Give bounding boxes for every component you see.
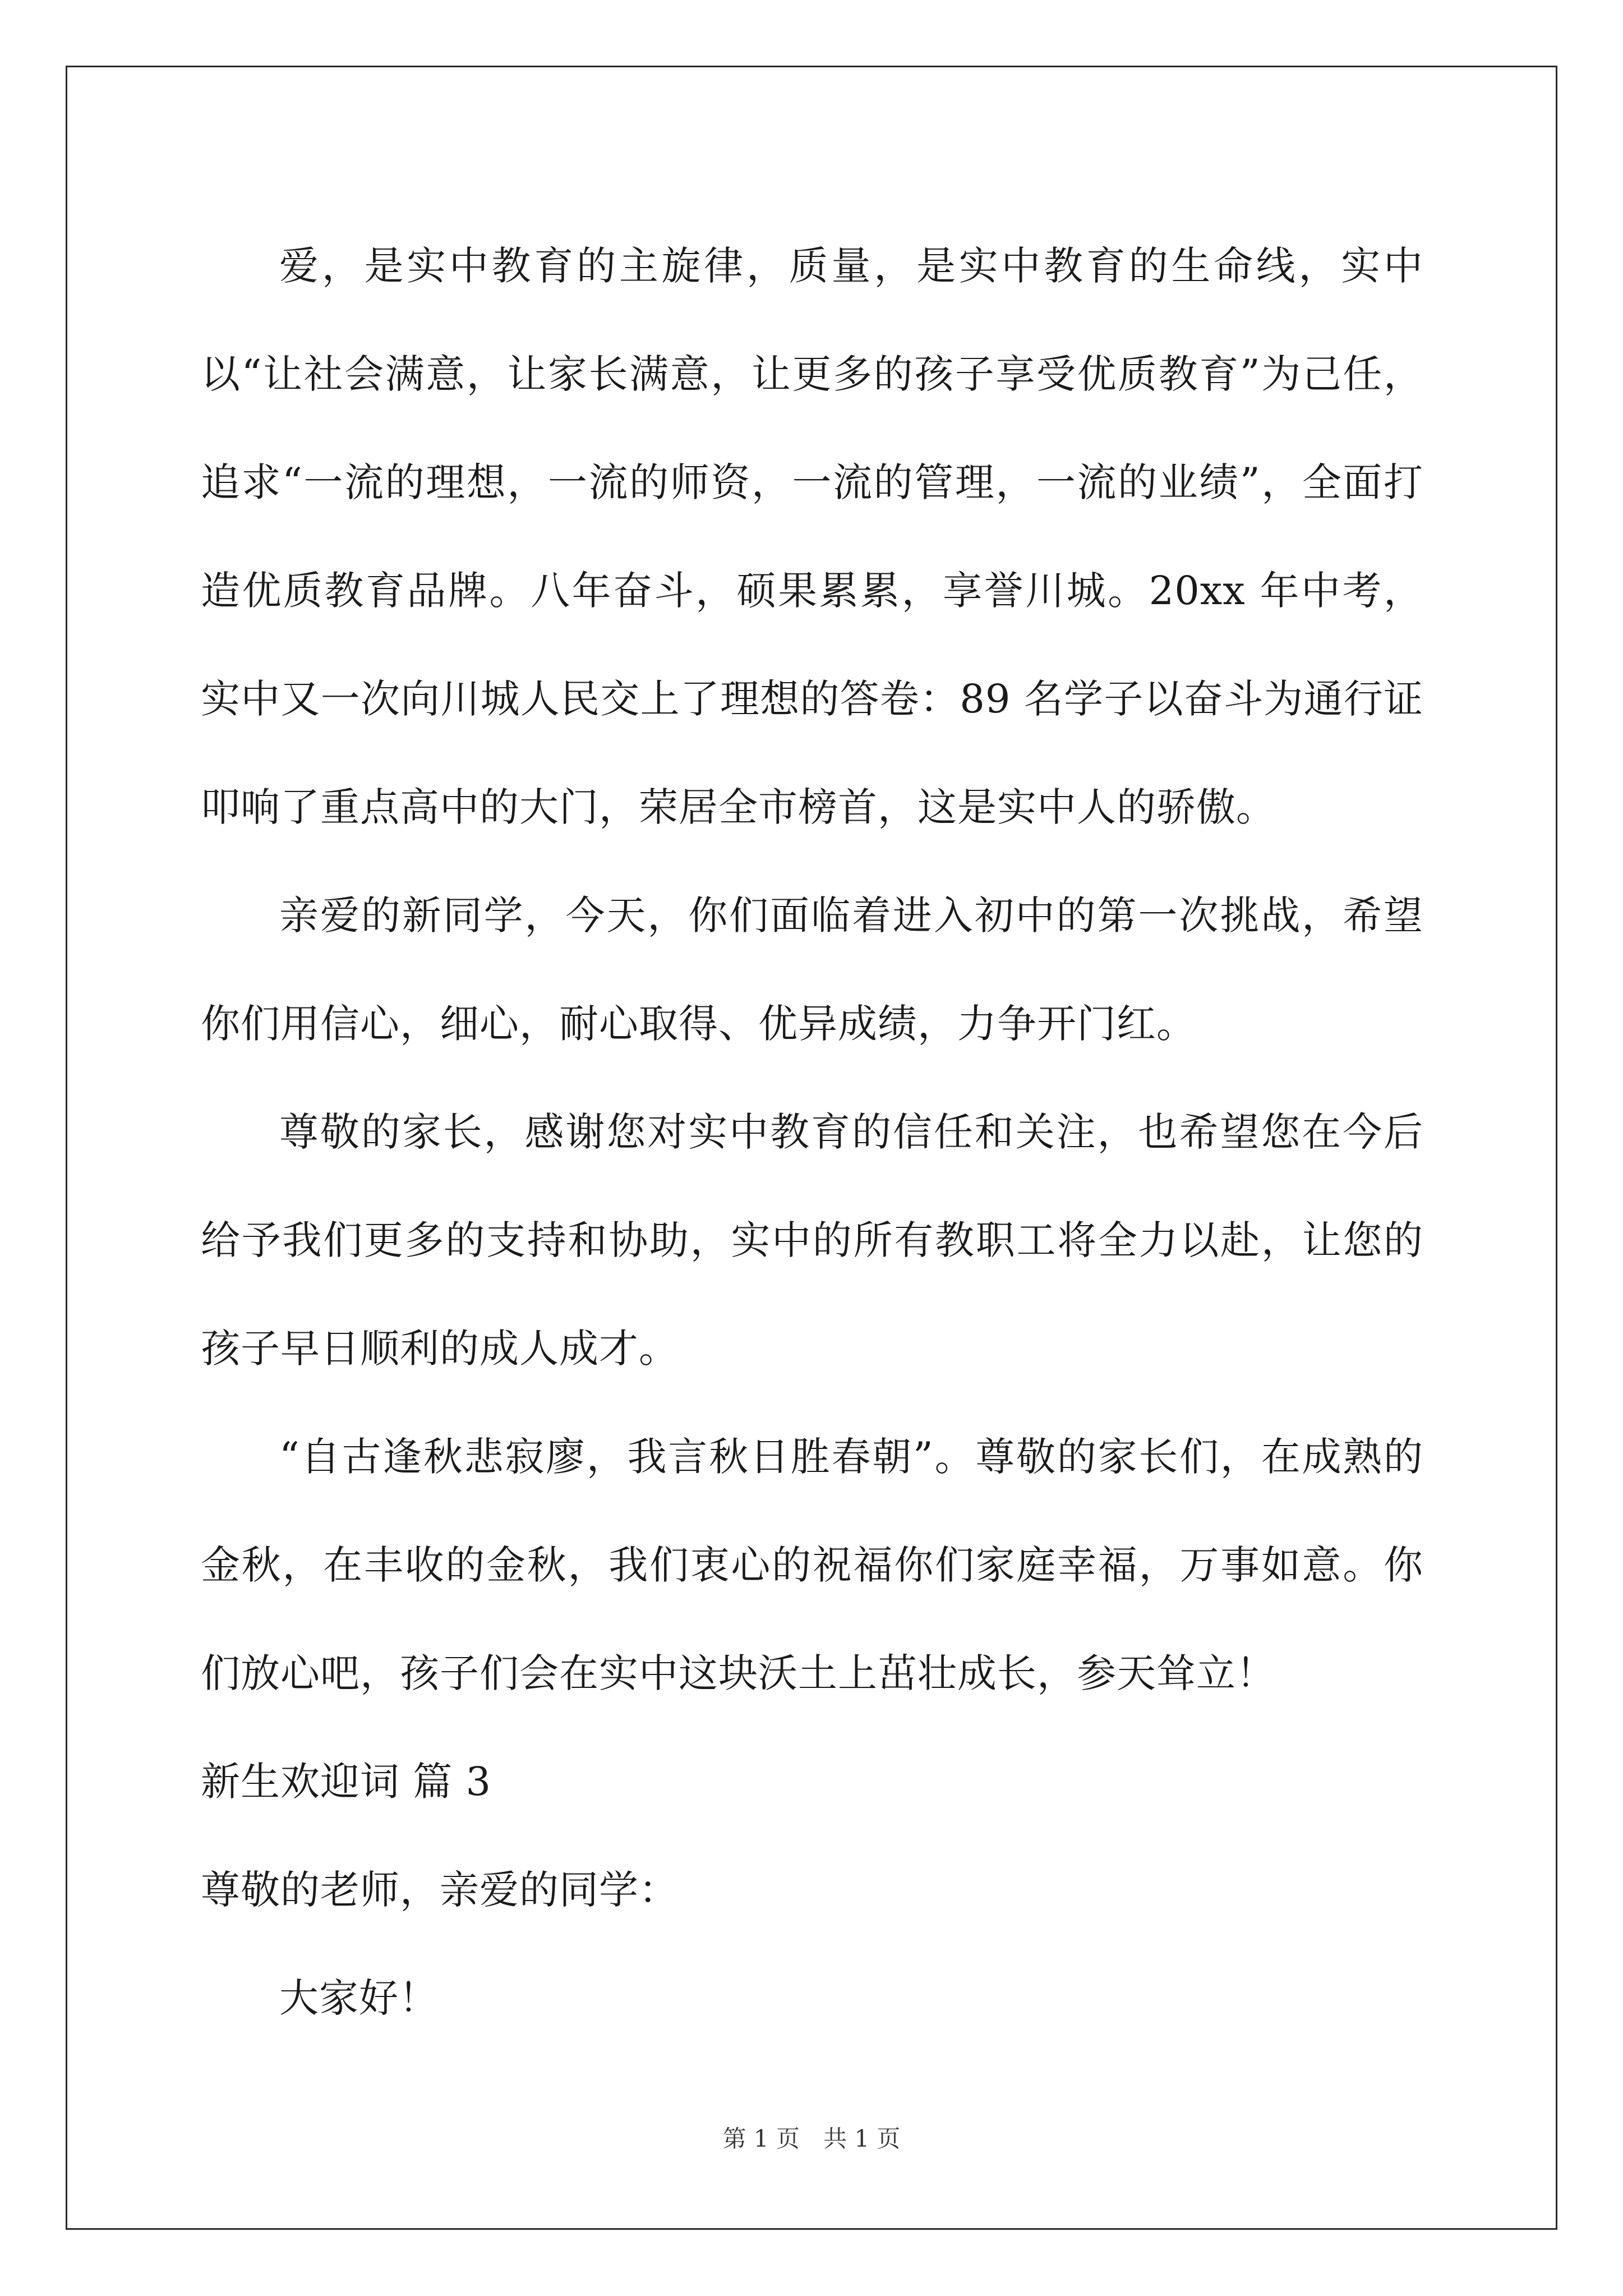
document-body [201, 212, 1423, 2053]
page-number: 第 1 页 共 1 页 [722, 2125, 901, 2152]
paragraph-parents: 尊敬的家长，感谢您对实中教育的信任和关注，也希望您在今后给予我们更多的支持和协助，实中的所有教职工将全力以赴，让您的孩子早日顺利的成人成才。 [201, 1109, 1423, 1372]
greeting: 大家好！ [279, 1975, 439, 2021]
paragraph-autumn-blessing: “自古逢秋悲寂廖，我言秋日胜春朝”。尊敬的家长们，在成熟的金秋，在丰收的金秋，我们衷心的祝福你们家庭幸福，万事如意。你们放心吧，孩子们会在实中这块沃土上茁壮成长，参天耸立！ [201, 1434, 1423, 1696]
paragraph-intro: 爱，是实中教育的主旋律，质量，是实中教育的生命线，实中以“让社会满意，让家长满意，让更多的孩子享受优质教育”为己任，追求“一流的理想，一流的师资，一流的管理，一流的业绩”，全面打造优质教育品牌。八年奋斗，硕果累累，享誉川城。20xx 年中考，实中又一次向川城人民交上了理想的答卷：89 名学子以奋斗为通行证叩响了重点高中的大门，荣居全市榜首，这是实中人的骄傲。 [201, 243, 1423, 830]
section-heading: 新生欢迎词 篇 3 [201, 1759, 492, 1805]
salutation: 尊敬的老师，亲爱的同学： [201, 1867, 679, 1913]
paragraph-new-students: 亲爱的新同学，今天，你们面临着进入初中的第一次挑战，希望你们用信心，细心，耐心取得、优异成绩，力争开门红。 [201, 892, 1423, 1047]
